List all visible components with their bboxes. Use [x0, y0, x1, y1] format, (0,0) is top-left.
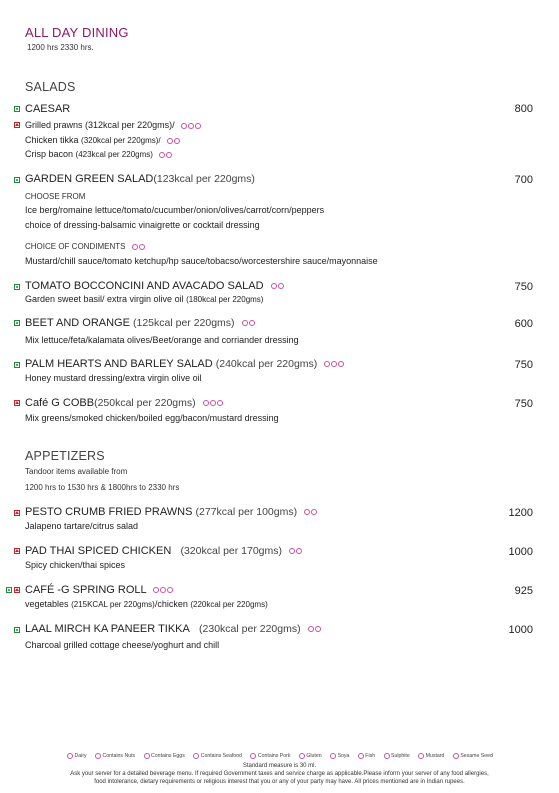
item-name: GARDEN GREEN SALAD(123kcal per 220gms)	[25, 173, 255, 185]
legend-item: Contains Eggs	[143, 753, 185, 759]
veg-icon	[14, 284, 20, 290]
condiments-label: CHOICE OF CONDIMENTS	[25, 242, 145, 251]
item-price: 750	[514, 359, 533, 371]
item-name: CAFÉ -G SPRING ROLL	[25, 584, 173, 596]
legend-item: Sulphite	[383, 753, 410, 759]
tandoor-hours: 1200 hrs to 1530 hrs & 1800hrs to 2330 hrs	[25, 483, 180, 492]
footer-measure-note: Standard measure is 30 ml.	[242, 763, 317, 769]
legend-item: Contains Pork	[249, 753, 290, 759]
nonveg-icon	[14, 548, 20, 554]
allergen-icons	[180, 120, 201, 130]
legend-item: Mustard	[417, 753, 444, 759]
item-price: 750	[514, 281, 533, 293]
legend-item: Sesame Seed	[452, 753, 493, 759]
item-name: PAD THAI SPICED CHICKEN (320kcal per 170gms)	[25, 545, 302, 557]
veg-icon	[14, 362, 20, 368]
footer-disclaimer: Ask your server for a detailed beverage menu. If required Government taxes and service charge as applicable.Please inform your server of any food allergies,	[70, 771, 489, 777]
section-heading-appetizers: APPETIZERS	[25, 449, 105, 463]
legend-item: Contains Nuts	[94, 753, 135, 759]
item-description: Spicy chicken/thai spices	[25, 560, 126, 570]
allergen-icons	[158, 149, 172, 159]
item-description: Crisp bacon (423kcal per 220gms)	[25, 149, 172, 159]
item-description: Chicken tikka (320kcal per 220gms)/	[25, 135, 180, 145]
item-description: Charcoal grilled cottage cheese/yoghurt and chill	[25, 640, 220, 650]
nonveg-icon	[14, 587, 20, 593]
item-price: 700	[514, 174, 533, 186]
veg-icon	[6, 587, 12, 593]
item-name: TOMATO BOCCONCINI AND AVACADO SALAD	[25, 280, 284, 292]
item-name: CAESAR	[25, 103, 71, 115]
item-description: Mix greens/smoked chicken/boiled egg/bacon/mustard dressing	[25, 413, 279, 423]
allergen-icons	[241, 317, 255, 329]
legend-item: Contains Seafood	[192, 753, 242, 759]
veg-icon	[14, 627, 20, 633]
allergen-icons	[131, 242, 145, 251]
item-description: Mix lettuce/feta/kalamata olives/Beet/orange and corriander dressing	[25, 335, 299, 345]
allergen-icons	[323, 358, 344, 370]
item-price: 1200	[508, 507, 533, 519]
item-description: Jalapeno tartare/citrus salad	[25, 521, 139, 531]
footer-disclaimer: food intolerance, dietary requirements or religious interest that you or any of your party may have. All prices mentioned are in Indian rupees.	[94, 779, 465, 785]
item-price: 1000	[508, 546, 533, 558]
item-description: choice of dressing-balsamic vinaigrette or cocktail dressing	[25, 220, 260, 230]
item-description: Garden sweet basil/ extra virgin olive oil (180kcal per 220gms)	[25, 294, 264, 304]
nonveg-icon	[14, 510, 20, 516]
service-hours: 1200 hrs 2330 hrs.	[27, 43, 94, 52]
section-heading-salads: SALADS	[25, 80, 76, 94]
legend-item: Dairy	[66, 753, 87, 759]
veg-icon	[14, 106, 20, 112]
menu-title: ALL DAY DINING	[25, 25, 129, 40]
allergen-icons	[270, 280, 284, 292]
item-description: Mustard/chill sauce/tomato ketchup/hp sauce/tobacso/worcestershire sauce/mayonnaise	[25, 256, 378, 266]
item-price: 800	[514, 103, 533, 115]
veg-icon	[14, 320, 20, 326]
allergen-icons	[166, 135, 180, 145]
nonveg-icon	[14, 400, 20, 406]
allergen-legend	[0, 753, 559, 759]
allergen-icons	[288, 545, 302, 557]
allergen-icons	[307, 623, 321, 635]
legend-item: Gluten	[298, 753, 322, 759]
allergen-icons	[152, 584, 173, 596]
item-name: PALM HEARTS AND BARLEY SALAD (240kcal per 220gms)	[25, 358, 344, 370]
legend-item: Fish	[357, 753, 375, 759]
allergen-icons	[202, 397, 223, 409]
veg-icon	[14, 177, 20, 183]
allergen-icons	[303, 506, 317, 518]
item-price: 925	[514, 585, 533, 597]
item-description: Honey mustard dressing/extra virgin olive oil	[25, 373, 202, 383]
item-name: PESTO CRUMB FRIED PRAWNS (277kcal per 100gms)	[25, 506, 317, 518]
nonveg-icon	[14, 122, 20, 128]
item-name: Café G COBB(250kcal per 220gms)	[25, 397, 223, 409]
item-description: Grilled prawns (312kcal per 220gms)/	[25, 120, 201, 130]
item-name: LAAL MIRCH KA PANEER TIKKA (230kcal per 220gms)	[25, 623, 321, 635]
tandoor-note: Tandoor items available from	[25, 467, 128, 476]
legend-item: Soya	[329, 753, 349, 759]
item-price: 600	[514, 318, 533, 330]
item-price: 1000	[508, 624, 533, 636]
item-description: vegetables (215KCAL per 220gms)/chicken (220kcal per 220gms)	[25, 599, 268, 609]
item-description: Ice berg/romaine lettuce/tomato/cucumber/onion/olives/carrot/corn/peppers	[25, 205, 325, 215]
item-price: 750	[514, 398, 533, 410]
choose-from-label: CHOOSE FROM	[25, 192, 86, 201]
item-name: BEET AND ORANGE (125kcal per 220gms)	[25, 317, 255, 329]
